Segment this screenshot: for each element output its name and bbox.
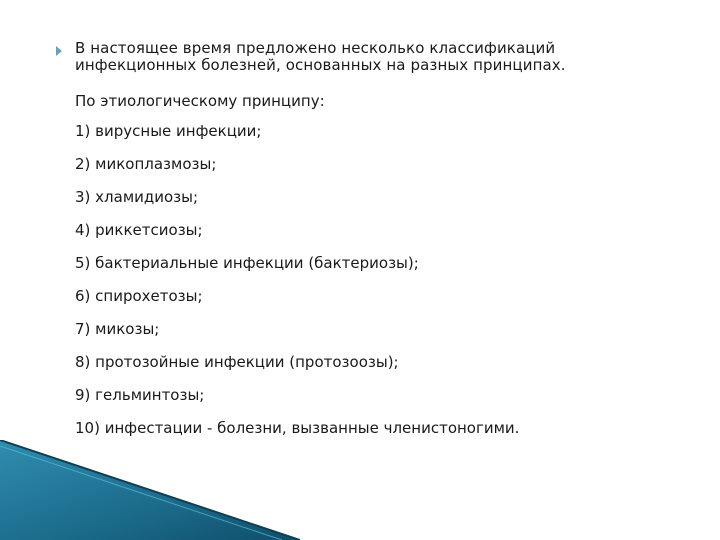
intro-paragraph	[75, 40, 675, 74]
classification-list	[75, 122, 519, 452]
intro-line-2: инфекционных болезней, основанных на разных принципах.	[75, 56, 566, 74]
list-item: 5) бактериальные инфекции (бактериозы);	[75, 254, 419, 272]
corner-decoration	[0, 440, 300, 540]
list-item: 2) микоплазмозы;	[75, 155, 217, 173]
list-item: 8) протозойные инфекции (протозоозы);	[75, 353, 399, 371]
list-item: 6) спирохетозы;	[75, 287, 203, 305]
list-item: 9) гельминтозы;	[75, 386, 205, 404]
intro-line-1: В настоящее время предложено несколько классификаций	[75, 39, 556, 57]
triangle-bullet-icon	[56, 46, 62, 56]
classification-heading: По этиологическому принципу:	[75, 92, 325, 110]
list-item: 1) вирусные инфекции;	[75, 122, 262, 140]
list-item: 3) хламидиозы;	[75, 188, 199, 206]
list-item: 7) микозы;	[75, 320, 160, 338]
list-item: 10) инфестации - болезни, вызванные членистоногими.	[75, 419, 520, 437]
list-item: 4) риккетсиозы;	[75, 221, 203, 239]
